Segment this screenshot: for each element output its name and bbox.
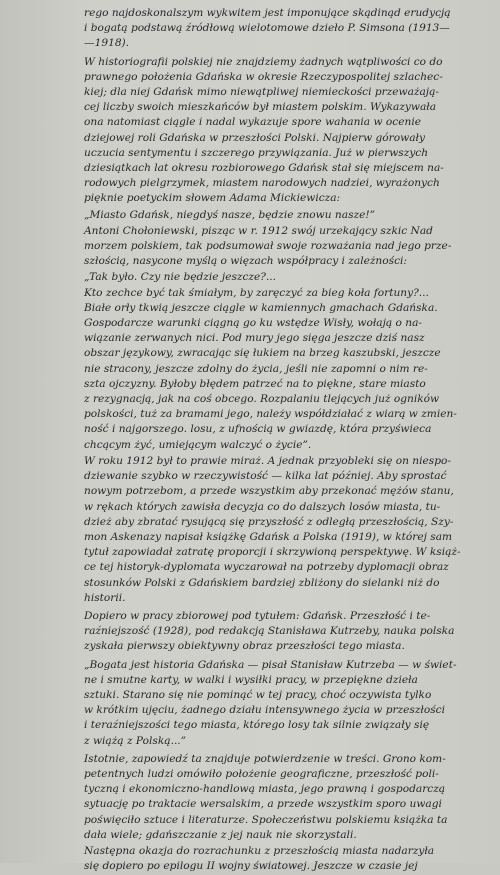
quote-kutrzeba: „Bogata jest historia Gdańska — pisał Stanisław Kutrzeba — w świet- ne i smutne karty, w walki i wysiłki pracy, w przepiękne dzieła sztuki. Starano się nie pominąć w tej pracy, choć oczywista tylko w krótkim ujęciu, żadnego działu intensywnego życia w przeszłości i teraźniejszości tego miasta, którego losy tak silnie związały się z wiążą z Polską...” — [84, 658, 457, 747]
paragraph-kutrzeba-work: Dopiero w pracy zbiorowej pod tytułem: Gdańsk. Przeszłość i te- raźniejszość (1928), pod redakcją Stanisława Kutrzeby, nauka polska zyskała pierwszy obiektywny obraz przeszłości tego miasta. — [84, 609, 455, 653]
quote-mickiewicz: „Miasto Gdańsk, niegdyś nasze, będzie znowu nasze!” — [84, 208, 376, 221]
paragraph-historiography: W historiografii polskiej nie znajdziemy żadnych wątpliwości co do prawnego położenia Gdańska w okresie Rzeczypospolitej szlachec- kiej; dla niej Gdańsk mimo niewątpliwej niemieckości przeważają- cej liczby swoich mieszkańców był miastem polskim. Wykazywała ona natomiast ciągle i nadal wykazuje spore wahania w ocenie dziejowej roli Gdańska w przeszłości Polski. Najpierw górowały uczucia sentymentu i szczerego przywiązania. Już w pierwszych dziesiątkach lat okresu rozbiorowego Gdańsk stał się miejscem na- rodowych pielgrzymek, miastem narodowych nadziei, wyrażonych pięknie poetyckim słowem Adama Mickiewicza: — [84, 55, 444, 205]
paragraph-continuation: rego najdoskonalszym wykwitem jest imponujące skądinąd erudycją i bogatą podstawą źródłową wielotomowe dzieło P. Simsona (1913— —1918). — [84, 7, 451, 50]
paragraph-next-occasion: Następna okazja do rozrachunku z przeszłością miasta nadarzyła się dopiero po epilogu II wojny światowej. Jeszcze w czasie jej — [84, 844, 435, 873]
quote-cholonewski: „Tak było. Czy nie będzie jeszcze?... Kto zechce być tak śmiałym, by zaręczyć za bieg koła fortuny?... Białe orły tkwią jeszcze ciągle w kamiennych gmachach Gdańska. Gospodarcze warunki ciągną go ku wstędze Wisły, wołają o na- wiązanie zerwanych nici. Pod mury jego sięga jeszcze dziś nasz obszar językowy, zwracając się łukiem na brzeg kaszubski, jeszcze nie stracony, jeszcze zdolny do życia, jeśli nie zapomni o nim re- szta ojczyzny. Byłoby błędem patrzeć na to piękne, stare miasto z rezygnacją, jak na coś obcego. Rozpalaniu tlejących już ogników polskości, tuż za bramami jego, należy współdziałać z wiarą w zmien- ność i najgorszego. losu, z ufnością w gwiazdę, która przyświeca chcącym żyć, umiejącym walczyć o życie”. — [84, 271, 457, 451]
paragraph-1912: W roku 1912 był to prawie miraż. A jednak przyobleki się on niespo- dziewanie szybko w rzeczywistość — kilka lat później. Aby sprostać nowym potrzebom, a przede wszystkim aby przekonać mężów stanu, w rękach których zawisła decyzja co do dalszych losów miasta, tu- dzież aby zbratać rysującą się przyszłość z odległą przeszłością, Szy- mon Askenazy napisał książkę Gdańsk a Polska (1919), w której sam tytuł zapowiadał zatratę proporcji i skrzywioną perspektywę. W książ- ce tej historyk-dyplomata wyczarował na potrzeby dyplomacji obraz stosunków Polski z Gdańskiem bardziej zbliżony do sielanki niż do historii. — [84, 454, 461, 604]
text-column — [84, 6, 484, 875]
paragraph-cholonewski: Antoni Chołoniewski, pisząc w r. 1912 swój urzekający szkic Nad morzem polskiem, tak podsumował swoje rozważania nad jego prze- szłością, nasycone myślą o więzach współpracy i zależności: — [84, 224, 452, 268]
paragraph-content: Istotnie, zapowiedź ta znajduje potwierdzenie w treści. Grono kom- petentnych ludzi omówiło położenie geograficzne, przeszłość poli- tyczną i ekonomiczno-handlową miasta, jego prawną i gospodarczą sytuację po traktacie wersalskim, a przede wszystkim sporo uwagi poświęciło sztuce i literaturze. Społeczeństwu polskiemu książka ta dała wiele; gdańszczanie z jej nauk nie skorzystali. — [84, 752, 448, 841]
